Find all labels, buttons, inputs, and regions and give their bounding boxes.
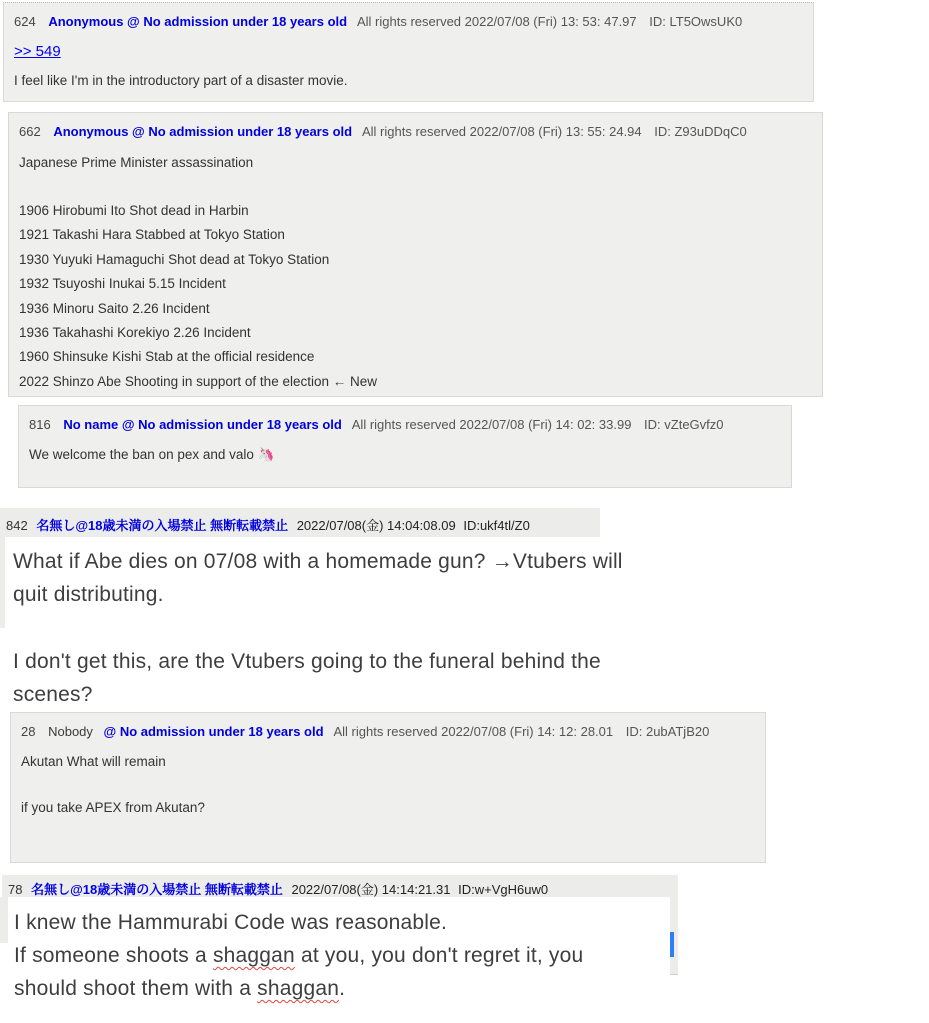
post-662	[8, 112, 823, 397]
unicorn-emoji: 🦄	[257, 447, 275, 462]
post-78-text: .	[339, 977, 346, 1000]
post-662-header	[9, 113, 822, 139]
post-28	[10, 712, 766, 863]
post-78-body	[14, 906, 664, 1005]
post-timestamp: 2022/07/08(金) 14:14:21.31	[291, 882, 451, 897]
post-624-header	[4, 3, 813, 29]
post-816	[18, 405, 792, 488]
post-842-header	[0, 508, 600, 537]
post-816-header	[19, 406, 791, 432]
post-78-header	[2, 875, 678, 897]
list-item: 1936 Minoru Saito 2.26 Incident	[19, 300, 210, 316]
poster-id: ID:ukf4tl/Z0	[463, 518, 530, 533]
post-78-text: at you, you don't regret it, you	[294, 944, 584, 967]
post-78-text: I knew the Hammurabi Code was reasonable.	[14, 911, 448, 934]
misspelled-word: shaggan	[257, 977, 340, 1000]
post-624-body: I feel like I'm in the introductory part of a disaster movie.	[14, 73, 348, 88]
poster-id: ID:w+VgH6uw0	[458, 882, 549, 897]
poster-name-japanese: 名無し@18歳未満の入場禁止 無断転載禁止	[36, 518, 289, 533]
poster-name: @ No admission under 18 years old	[103, 724, 324, 739]
post-78-text: If someone shoots a	[14, 944, 213, 967]
post-28-line: Akutan What will remain	[21, 754, 166, 769]
post-78-box-edge-fragment	[0, 897, 8, 943]
post-816-body	[29, 447, 791, 463]
post-number: 842	[6, 518, 28, 533]
post-number: 624	[14, 14, 36, 29]
poster-name-plain: Nobody	[48, 724, 93, 739]
list-item: 1932 Tsuyoshi Inukai 5.15 Incident	[19, 276, 226, 292]
post-842-paragraph: What if Abe dies on 07/08 with a homemade gun? →Vtubers will quit distributing.	[13, 550, 623, 606]
post-28-line: if you take APEX from Akutan?	[21, 800, 205, 815]
post-timestamp: All rights reserved 2022/07/08 (Fri) 13: 53: 47.97	[356, 14, 637, 29]
misspelled-word: shaggan	[212, 944, 295, 967]
poster-name: Anonymous @ No admission under 18 years old	[53, 124, 353, 139]
post-timestamp: All rights reserved 2022/07/08 (Fri) 14: 02: 33.99	[351, 417, 632, 432]
post-78-line	[14, 972, 664, 1005]
poster-name: Anonymous @ No admission under 18 years old	[48, 14, 348, 29]
post-timestamp: All rights reserved 2022/07/08 (Fri) 13: 55: 24.94	[361, 124, 642, 139]
scrollbar-thumb[interactable]	[670, 932, 674, 957]
list-item: 1906 Hirobumi Ito Shot dead in Harbin	[19, 203, 249, 218]
post-816-text: We welcome the ban on pex and valo	[29, 447, 258, 462]
poster-name: No name @ No admission under 18 years old	[63, 417, 342, 432]
post-78-line	[14, 939, 664, 972]
post-842-paragraph: I don't get this, are the Vtubers going to the funeral behind the scenes?	[13, 650, 601, 706]
post-number: 816	[29, 417, 51, 432]
post-842-box-edge-fragment	[0, 537, 5, 628]
post-number: 662	[19, 124, 41, 139]
list-item: 2022 Shinzo Abe Shooting in support of the election ← New	[19, 373, 377, 389]
assassination-list	[19, 199, 822, 394]
quote-link-549[interactable]: >> 549	[14, 43, 61, 60]
post-timestamp: 2022/07/08(金) 14:04:08.09	[296, 518, 456, 533]
post-842-body	[13, 545, 627, 711]
post-662-title: Japanese Prime Minister assassination	[19, 155, 254, 170]
list-item: 1930 Yuyuki Hamaguchi Shot dead at Tokyo Station	[19, 251, 330, 267]
post-78-text: should shoot them with a	[14, 977, 258, 1000]
post-number: 78	[8, 882, 23, 897]
poster-id: ID: 2ubATjB20	[625, 724, 710, 739]
poster-id: ID: vZteGvfz0	[644, 417, 724, 432]
post-78-line	[14, 906, 664, 939]
post-624	[3, 2, 814, 102]
post-timestamp: All rights reserved 2022/07/08 (Fri) 14: 12: 28.01	[333, 724, 614, 739]
poster-name-japanese: 名無し@18歳未満の入場禁止 無断転載禁止	[31, 882, 283, 897]
list-item: 1921 Takashi Hara Stabbed at Tokyo Station	[19, 227, 285, 243]
poster-id: ID: LT5OwsUK0	[649, 14, 743, 29]
post-number: 28	[21, 724, 36, 739]
list-item: 1936 Takahashi Korekiyo 2.26 Incident	[19, 325, 251, 341]
poster-id: ID: Z93uDDqC0	[654, 124, 747, 139]
post-28-header	[11, 713, 765, 739]
list-item: 1960 Shinsuke Kishi Stab at the official residence	[19, 349, 315, 365]
